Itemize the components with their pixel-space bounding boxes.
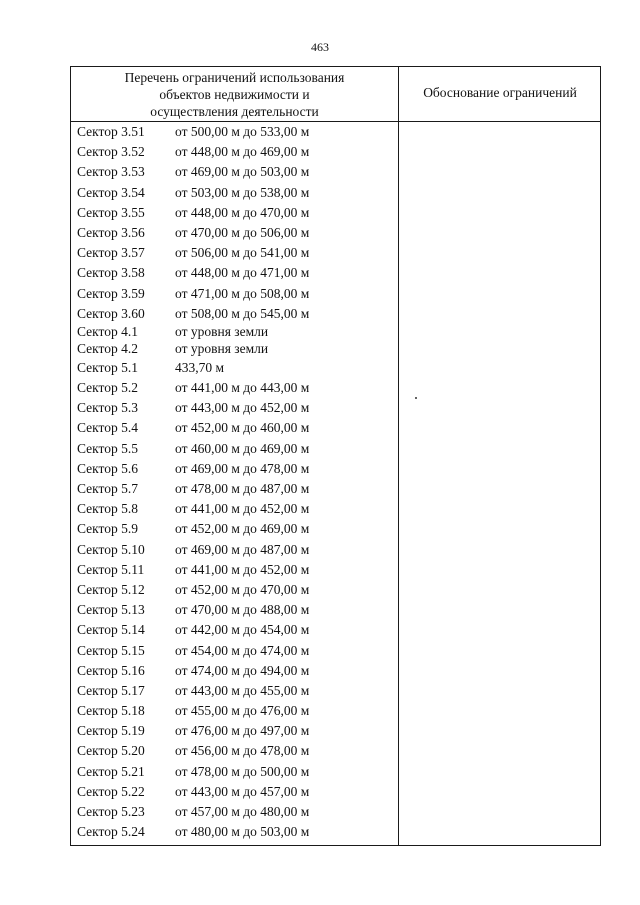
sector-label: Сектор 5.21	[77, 763, 145, 779]
height-range: от 470,00 м до 506,00 м	[175, 224, 310, 240]
table-row	[71, 701, 398, 721]
table-row	[71, 762, 398, 782]
restrictions-table	[70, 66, 601, 846]
height-range: от 448,00 м до 471,00 м	[175, 265, 310, 281]
sector-label: Сектор 5.15	[77, 642, 145, 658]
height-range: от 478,00 м до 487,00 м	[175, 481, 310, 496]
table-row	[71, 203, 398, 223]
table-row	[71, 459, 398, 479]
sector-label: Сектор 5.19	[77, 723, 145, 739]
sector-label: Сектор 5.22	[77, 783, 145, 799]
table-row	[71, 479, 398, 499]
table-row	[71, 122, 398, 142]
height-range: от 454,00 м до 474,00 м	[175, 642, 310, 658]
table-row	[71, 243, 398, 263]
table-row	[71, 540, 398, 560]
table-row	[71, 378, 398, 398]
table-row	[71, 263, 398, 283]
height-range: 433,70 м	[175, 359, 225, 375]
table-row	[71, 822, 398, 842]
header-left-line-2: объектов недвижимости и	[159, 87, 310, 102]
table-row	[71, 519, 398, 539]
scan-speck	[415, 397, 417, 399]
table-row	[71, 661, 398, 681]
table-row	[71, 223, 398, 243]
height-range: от 452,00 м до 469,00 м	[175, 521, 310, 537]
table-row	[71, 183, 398, 203]
sector-label: Сектор 5.2	[77, 380, 139, 396]
column-divider	[398, 67, 399, 846]
table-row	[71, 418, 398, 438]
sector-label: Сектор 3.53	[77, 164, 145, 180]
table-row	[71, 324, 398, 341]
height-range: от 443,00 м до 452,00 м	[175, 400, 310, 416]
sector-label: Сектор 5.13	[77, 602, 145, 618]
height-range: от 448,00 м до 470,00 м	[175, 204, 310, 220]
height-range: от 457,00 м до 480,00 м	[175, 804, 310, 819]
height-range: от 500,00 м до 533,00 м	[175, 124, 310, 139]
sector-label: Сектор 3.59	[77, 285, 145, 301]
height-range: от 474,00 м до 494,00 м	[175, 662, 310, 678]
sector-label: Сектор 5.4	[77, 420, 139, 436]
page-number: 463	[311, 40, 329, 54]
table-row	[71, 439, 398, 459]
sector-label: Сектор 5.8	[77, 501, 139, 517]
height-range: от 452,00 м до 460,00 м	[175, 420, 310, 436]
table-row	[71, 600, 398, 620]
sector-label: Сектор 5.5	[77, 440, 139, 456]
table-row	[71, 741, 398, 761]
height-range: от 469,00 м до 503,00 м	[175, 164, 310, 180]
table-row	[71, 802, 398, 822]
height-range: от 441,00 м до 452,00 м	[175, 561, 310, 577]
sector-label: Сектор 5.3	[77, 400, 139, 416]
height-range: от 441,00 м до 443,00 м	[175, 380, 310, 396]
header-left-line-3: осуществления деятельности	[150, 104, 319, 119]
height-range: от 455,00 м до 476,00 м	[175, 703, 310, 719]
sector-label: Сектор 5.11	[77, 561, 145, 577]
height-range: от 443,00 м до 455,00 м	[175, 682, 310, 698]
sector-label: Сектор 5.18	[77, 703, 145, 719]
header-justification: Обоснование ограничений	[423, 85, 577, 100]
sector-label: Сектор 3.55	[77, 204, 145, 220]
height-range: от 476,00 м до 497,00 м	[175, 723, 310, 739]
table-row	[71, 398, 398, 418]
height-range: от 469,00 м до 487,00 м	[175, 541, 310, 557]
table-row	[71, 560, 398, 580]
table-body	[71, 122, 398, 842]
height-range: от 469,00 м до 478,00 м	[175, 460, 310, 476]
sector-label: Сектор 5.20	[77, 743, 145, 759]
table-row	[71, 162, 398, 182]
sector-label: Сектор 3.56	[77, 224, 145, 240]
sector-label: Сектор 5.1	[77, 359, 139, 375]
height-range: от 508,00 м до 545,00 м	[175, 305, 310, 321]
sector-label: Сектор 5.14	[77, 622, 145, 638]
height-range: от 443,00 м до 457,00 м	[175, 783, 310, 799]
height-range: от 478,00 м до 500,00 м	[175, 763, 310, 779]
table-row	[71, 358, 398, 378]
header-left-line-1: Перечень ограничений использования	[124, 70, 345, 85]
table-row	[71, 620, 398, 640]
sector-label: Сектор 5.9	[77, 521, 139, 537]
sector-label: Сектор 3.57	[77, 245, 145, 261]
sector-label: Сектор 3.52	[77, 144, 145, 160]
height-range: от 456,00 м до 478,00 м	[175, 743, 310, 759]
height-range: от 470,00 м до 488,00 м	[175, 602, 310, 618]
sector-label: Сектор 5.10	[77, 541, 145, 557]
sector-label: Сектор 3.60	[77, 305, 145, 321]
table-row	[71, 641, 398, 661]
table-row	[71, 142, 398, 162]
header-restrictions-list	[71, 69, 398, 120]
sector-label: Сектор 3.58	[77, 265, 145, 281]
table-row	[71, 284, 398, 304]
sector-label: Сектор 3.51	[77, 124, 145, 139]
table-row	[71, 782, 398, 802]
sector-label: Сектор 4.1	[77, 323, 139, 339]
height-range: от 506,00 м до 541,00 м	[175, 245, 310, 261]
sector-label: Сектор 5.6	[77, 460, 139, 476]
height-range: от уровня земли	[175, 323, 269, 339]
sector-label: Сектор 5.17	[77, 682, 145, 698]
sector-label: Сектор 5.24	[77, 824, 145, 840]
height-range: от уровня земли	[175, 340, 269, 356]
sector-label: Сектор 5.12	[77, 581, 145, 597]
height-range: от 442,00 м до 454,00 м	[175, 622, 310, 638]
table-row	[71, 341, 398, 358]
table-row	[71, 681, 398, 701]
table-row	[71, 499, 398, 519]
sector-label: Сектор 5.16	[77, 662, 145, 678]
table-row	[71, 721, 398, 741]
height-range: от 471,00 м до 508,00 м	[175, 285, 310, 301]
height-range: от 441,00 м до 452,00 м	[175, 501, 310, 517]
sector-label: Сектор 5.23	[77, 804, 145, 819]
table-row	[71, 580, 398, 600]
table-row	[71, 304, 398, 324]
height-range: от 452,00 м до 470,00 м	[175, 581, 310, 597]
height-range: от 480,00 м до 503,00 м	[175, 824, 310, 840]
sector-label: Сектор 3.54	[77, 184, 145, 200]
height-range: от 503,00 м до 538,00 м	[175, 184, 310, 200]
sector-label: Сектор 4.2	[77, 340, 139, 356]
height-range: от 460,00 м до 469,00 м	[175, 440, 310, 456]
height-range: от 448,00 м до 469,00 м	[175, 144, 310, 160]
sector-label: Сектор 5.7	[77, 481, 139, 496]
